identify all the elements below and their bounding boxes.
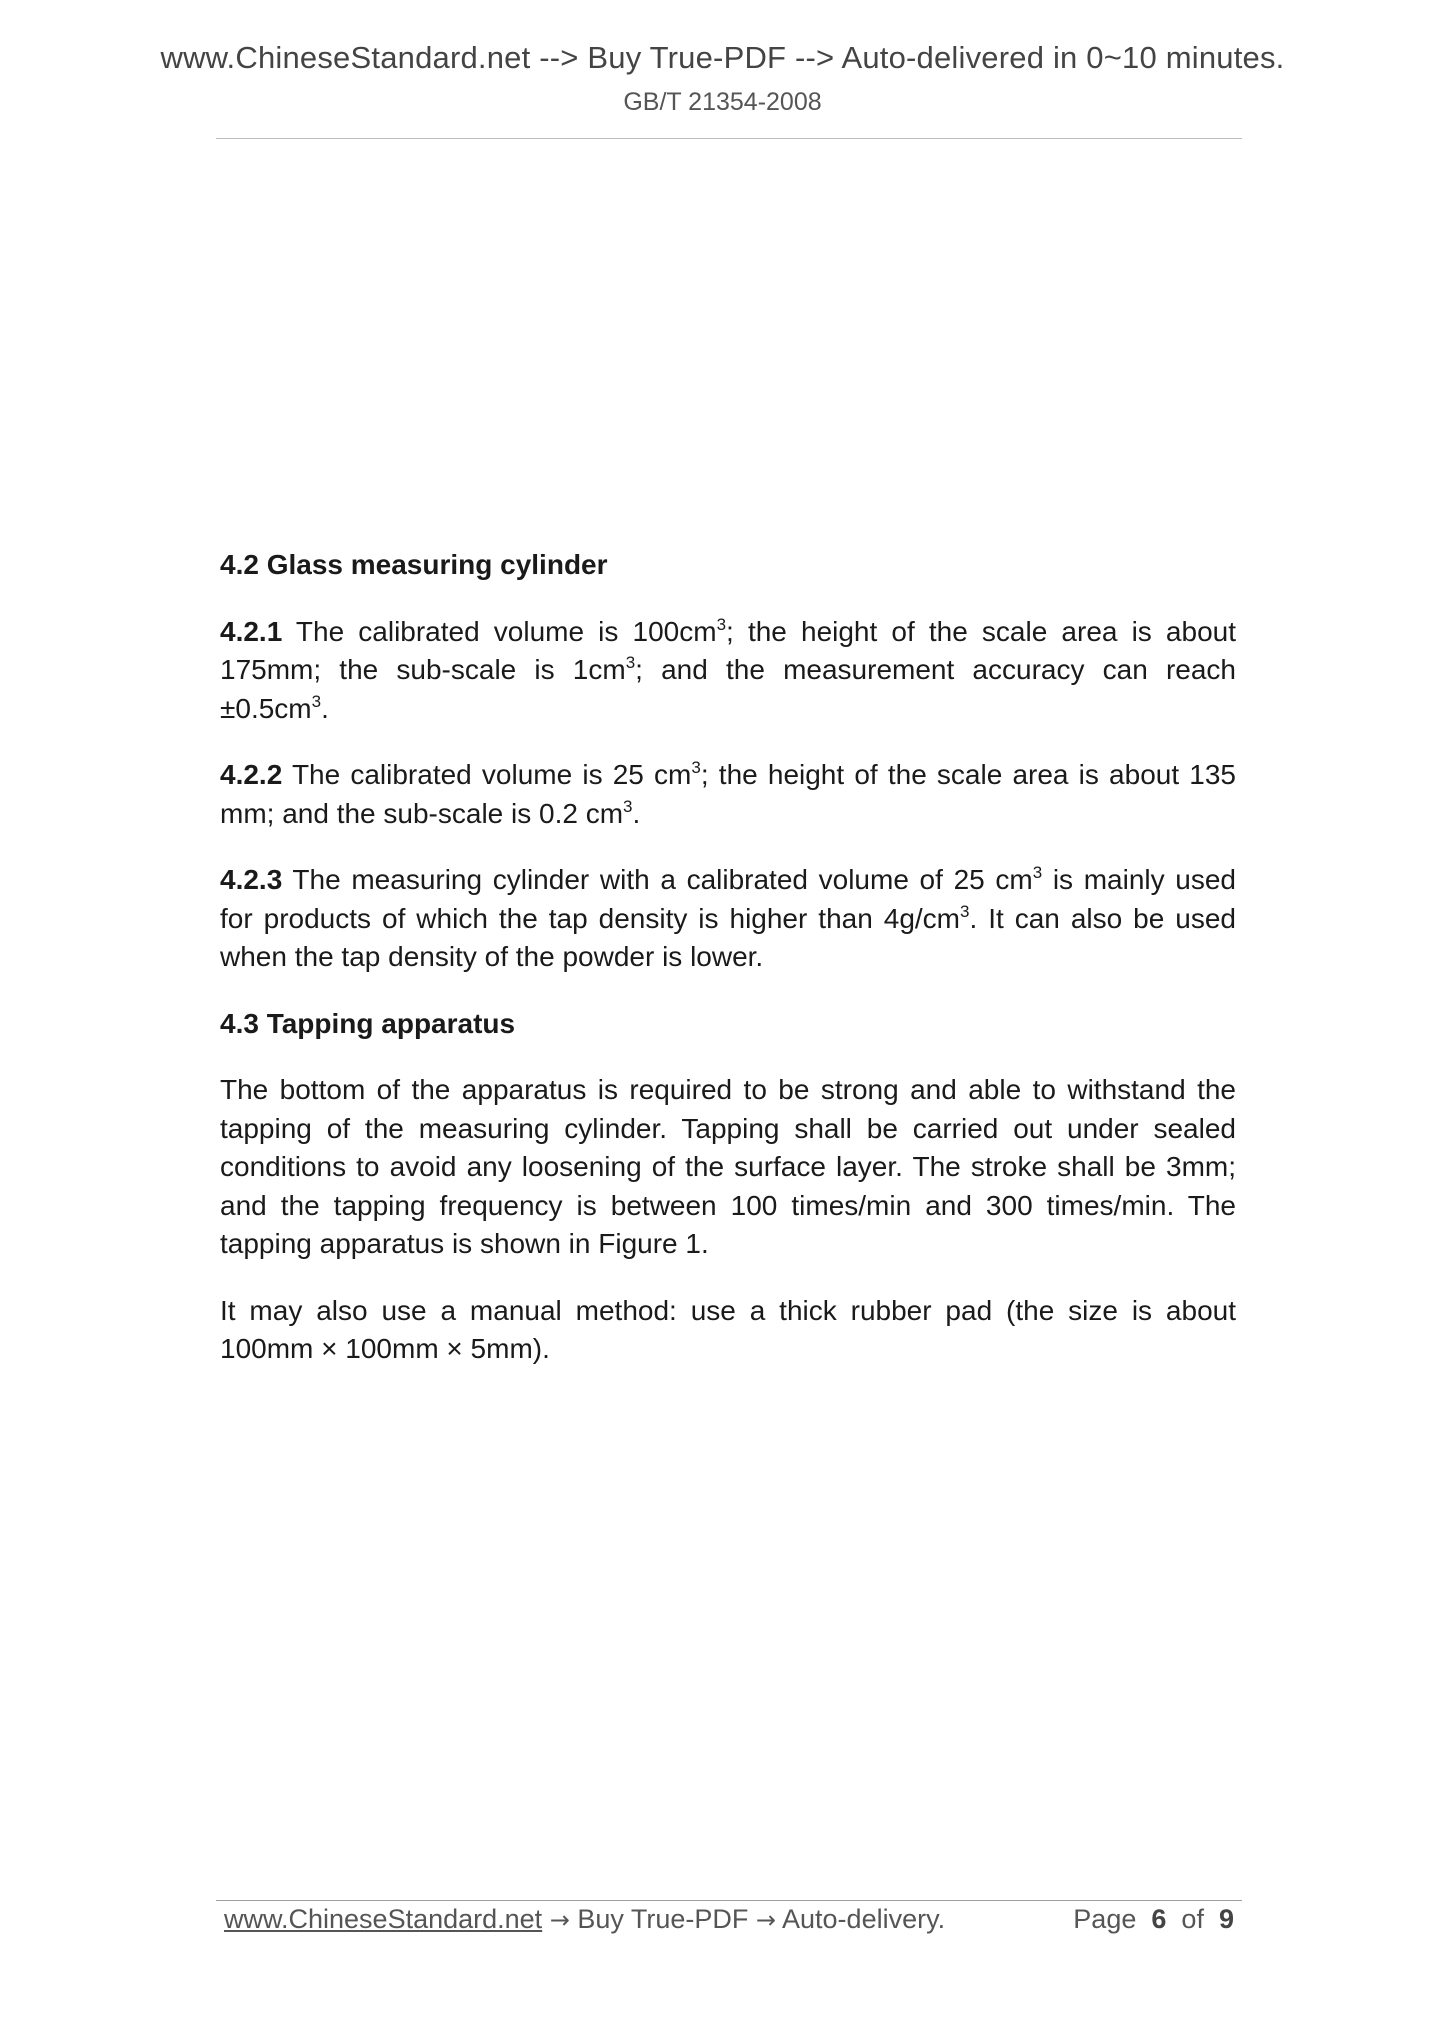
arrow-right-icon: → [549, 1906, 570, 1934]
clause-number: 4.2.2 [220, 759, 283, 790]
clause-text: is mainly used for products of which the tap density is higher than 4g/cm [220, 864, 1237, 934]
clause-number: 4.2.1 [220, 615, 283, 647]
superscript: 3 [625, 653, 636, 672]
clause-text: The calibrated volume is 25 cm [282, 759, 692, 790]
page-footer [224, 1904, 1234, 1935]
tapping-apparatus-paragraph: The bottom of the apparatus is required to be strong and able to withstand the tapping of the measuring cylinder. Tapping shall be carried out under sealed conditions to avoid any loosening of the surface layer. The stroke shall be 3mm; and the tapping frequency is between 100 times/min and 300 times/min. The tapping apparatus is shown in Figure 1. [220, 1074, 1236, 1259]
clause-text: The measuring cylinder with a calibrated volume of 25 cm [282, 864, 1033, 895]
superscript: 3 [1032, 863, 1043, 882]
clause-4-2-3 [220, 861, 1236, 977]
clause-4-2-1 [220, 613, 1236, 729]
superscript: 3 [691, 758, 701, 777]
superscript: 3 [716, 614, 727, 634]
clause-text: The calibrated volume is 100cm [282, 615, 717, 647]
current-page: 6 [1151, 1904, 1167, 1934]
standard-number: GB/T 21354-2008 [623, 88, 822, 116]
superscript: 3 [960, 901, 970, 921]
footer-divider [216, 1900, 1242, 1901]
of-label: of [1181, 1904, 1204, 1934]
page-indicator [1073, 1904, 1234, 1935]
superscript: 3 [623, 796, 633, 816]
clause-text: . [321, 692, 329, 724]
clause-text: ; the height of the scale area is about 175mm; the sub-scale is 1cm [220, 615, 1236, 685]
total-pages: 9 [1218, 1904, 1234, 1934]
section-4-3-heading: 4.3 Tapping apparatus [220, 1007, 516, 1039]
manual-method-paragraph: It may also use a manual method: use a thick rubber pad (the size is about 100mm × 100mm × 5mm). [220, 1294, 1236, 1364]
header-divider [216, 138, 1242, 139]
footer-delivery-text: Auto-delivery. [782, 1904, 946, 1934]
clause-4-2-2 [220, 756, 1236, 833]
arrow-right-icon: → [755, 1906, 776, 1934]
clause-text: ; and the measurement accuracy can reach ±0.5cm [220, 654, 1236, 724]
section-4-2-heading: 4.2 Glass measuring cylinder [220, 549, 608, 580]
clause-text: ; the height of the scale area is about 135 mm; and the sub-scale is 0.2 cm [220, 759, 1236, 829]
superscript: 3 [311, 691, 322, 711]
footer-buy-text: Buy True-PDF [577, 1904, 749, 1934]
page-body [220, 546, 1236, 1397]
page-label: Page [1073, 1904, 1137, 1934]
clause-text: . [632, 797, 641, 829]
footer-site-link[interactable]: www.ChineseStandard.net [224, 1904, 543, 1934]
clause-number: 4.2.3 [220, 864, 283, 895]
top-banner: www.ChineseStandard.net --> Buy True-PDF --> Auto-delivered in 0~10 minutes. [160, 40, 1285, 75]
clause-text: . It can also be used when the tap density of the powder is lower. [220, 902, 1236, 972]
